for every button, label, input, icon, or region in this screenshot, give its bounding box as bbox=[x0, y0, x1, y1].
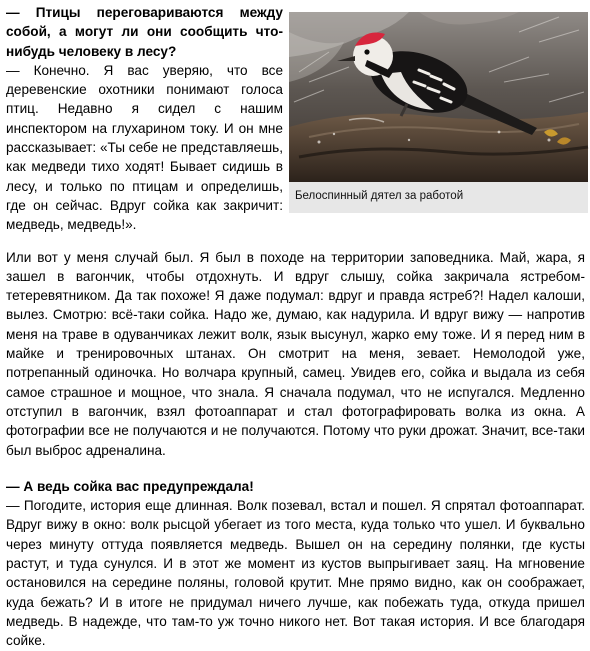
woodpecker-photo bbox=[289, 12, 588, 182]
photo-caption: Белоспинный дятел за работой bbox=[295, 190, 464, 202]
answer-3: — Погодите, история еще длинная. Волк позевал, встал и пошел. Я спрятал фотоаппарат. Вдруг вижу в окно: волк рысцой убегает из того места, куда только что ушел. И буквально через минуту оттуда появляется медведь. Вышел он на середину полянки, где кусты растут, и туда сунулся. И в этот же момент из кустов выпрыгивает заяц. На мгновение остановился на середине поляны, головой крутит. Мне прямо видно, как он соображает, куда бежать? И в итоге не придумал ничего лучше, как побежать туда, откуда пришел медведь. В надежде, что там-то уж точно никого нет. Вот такая история. И все благодаря сойке. bbox=[6, 498, 585, 649]
question-1: — Птицы переговариваются между собой, а могут ли они сообщить что-нибудь человеку в лесу? bbox=[6, 5, 283, 59]
question-3: — А ведь сойка вас предупреждала! bbox=[6, 478, 254, 494]
photo-figure bbox=[289, 12, 588, 213]
paragraph-2: Или вот у меня случай был. Я был в походе на территории заповедника. Май, жара, я зашел в вагончик, чтобы отдохнуть. И вдруг слышу, сойка закричала ястребом-тетеревятником. Да так похоже! Я даже подумал: вдруг и правда ястреб?! Надел калоши, вылез. Смотрю: всё-таки сойка. Надо же, думаю, как надурила. И вдруг вижу — напротив меня на траве в одуванчиках лежит волк, язык высунул, жарко ему тоже. И я перед ним в майке и тренировочных штанах. Он смотрит на меня, зевает. Немолодой уже, потрепанный одиночка. Но волчара крупный, самец. Увидев его, сойка и выдала из себя самое страшное и мощное, что знала. Я сначала подумал, что не испугался. Медленно отступил в вагончик, взял фотоаппарат и стал фотографировать волка из окна. А фотографии все не получаются и не получаются. Потому что руки дрожат. Значит, все-таки был выброс адреналина. bbox=[6, 249, 585, 458]
answer-1: — Конечно. Я вас уверяю, что все деревенские охотники понимают голоса птиц. Недавно я сидел с нашим инспектором на глухарином току. И он мне рассказывает: «Ты себе не представляешь, как медведи тихо ходят! Бывает сидишь в лесу, и только по птицам и определишь, где он сейчас. Вдруг сойка как закричит: медведь, медведь!». bbox=[6, 62, 283, 233]
